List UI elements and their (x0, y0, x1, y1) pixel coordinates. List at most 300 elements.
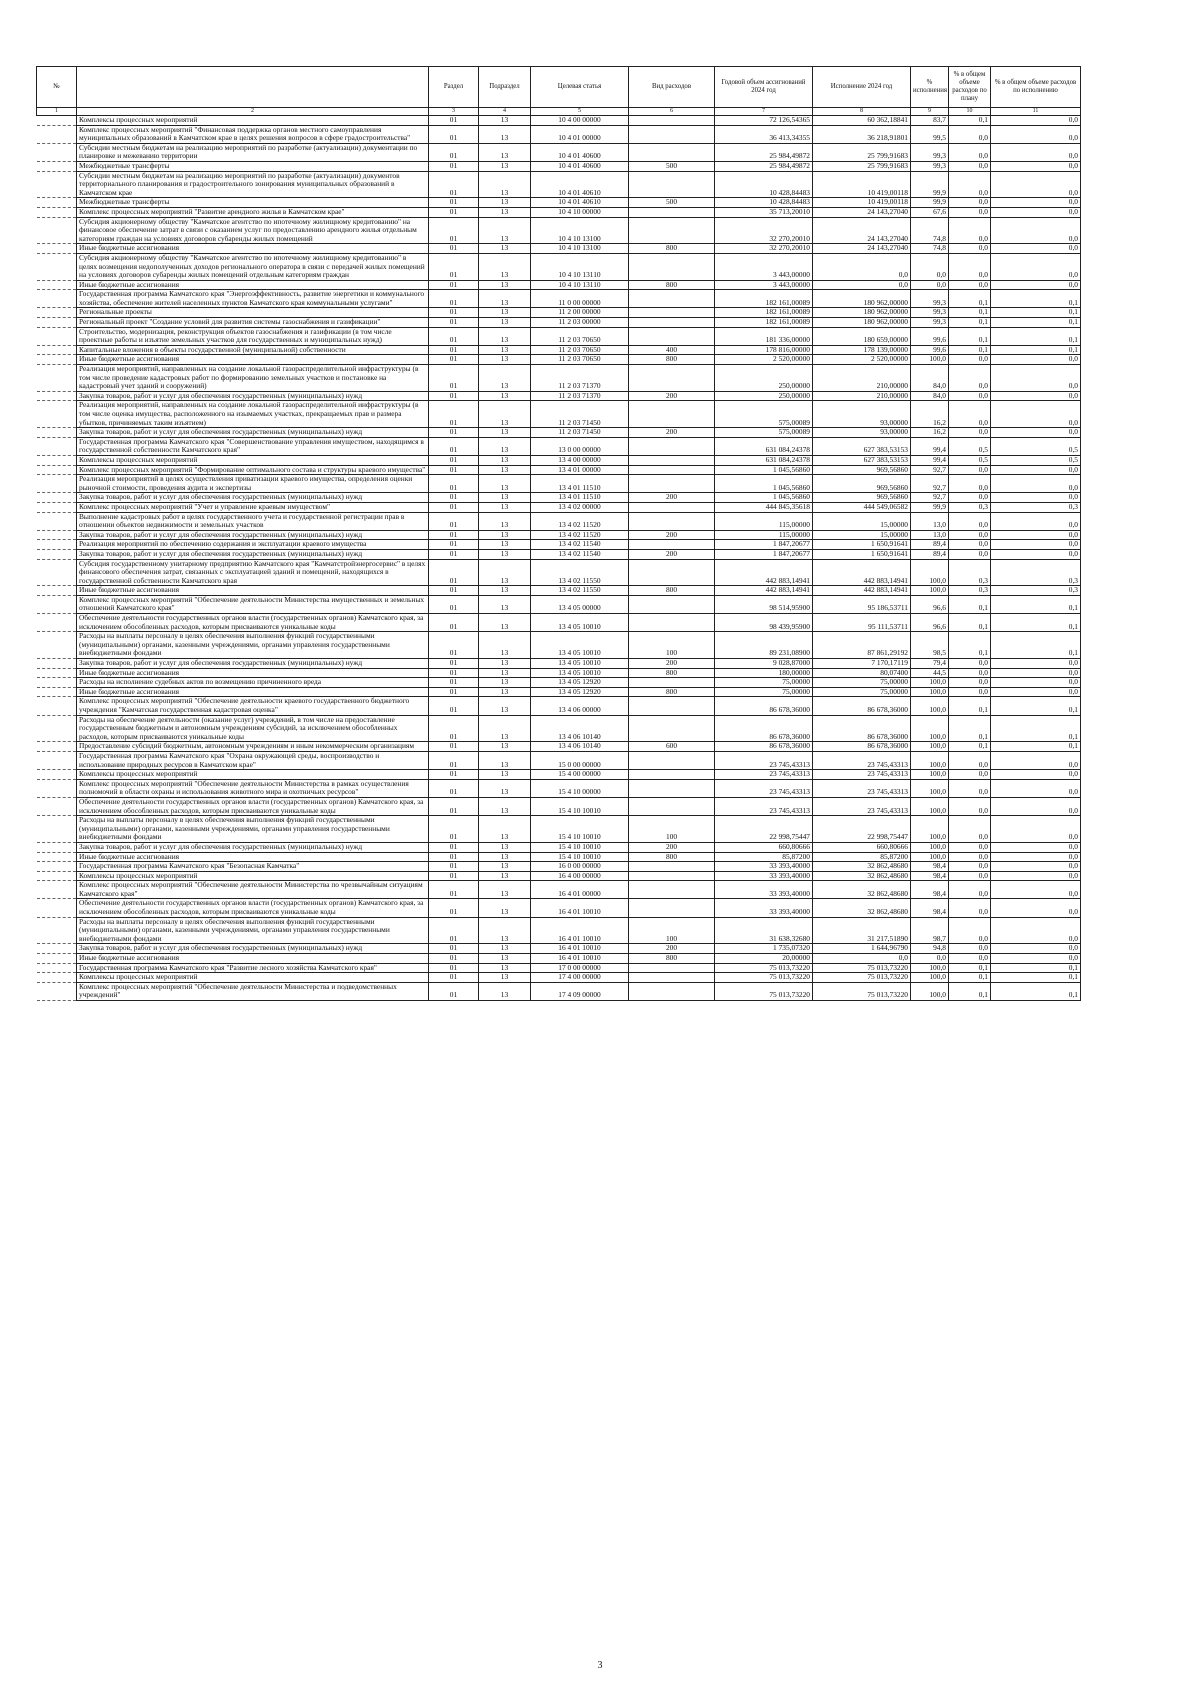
row-expense-type: 200 (629, 549, 715, 559)
row-execution-percent: 100,0 (911, 842, 949, 852)
row-annual-volume: 23 745,43313 (715, 779, 813, 797)
row-share-execution: 0,0 (991, 171, 1081, 198)
row-name: Субсидия акционерному обществу "Камчатское агентство по ипотечному жилищному кредитованию" на финансовое обеспечение затрат в связи с оказанием услуг по предоставлению арендного жилья отдельным категориям граждан на условиях договоров субаренды жилых помещений (77, 217, 429, 244)
row-expense-type (629, 715, 715, 742)
row-target-article: 11 2 03 00000 (531, 318, 629, 328)
row-target-article: 15 4 00 00000 (531, 770, 629, 780)
row-annual-volume: 86 678,36000 (715, 742, 813, 752)
row-index-cell (37, 530, 77, 540)
row-section: 01 (429, 678, 479, 688)
row-share-execution: 0,0 (991, 530, 1081, 540)
row-section: 01 (429, 595, 479, 613)
row-annual-volume: 89 231,08900 (715, 632, 813, 659)
row-target-article: 11 2 03 71370 (531, 391, 629, 401)
row-annual-volume: 180,00000 (715, 668, 813, 678)
row-execution-percent: 0,0 (911, 280, 949, 290)
row-expense-type (629, 797, 715, 815)
table-row (37, 595, 1081, 613)
row-section: 01 (429, 428, 479, 438)
row-subsection: 13 (479, 171, 531, 198)
row-name: Комплексы процессных мероприятий (77, 770, 429, 780)
row-target-article: 13 4 05 12920 (531, 678, 629, 688)
row-section: 01 (429, 779, 479, 797)
row-expense-type (629, 318, 715, 328)
row-section: 01 (429, 455, 479, 465)
column-number: 3 (429, 108, 479, 116)
row-subsection: 13 (479, 345, 531, 355)
row-execution: 10 419,00118 (813, 171, 911, 198)
row-execution: 180 962,00000 (813, 290, 911, 308)
row-index-cell (37, 944, 77, 954)
row-annual-volume: 182 161,00089 (715, 290, 813, 308)
row-execution-percent: 0,0 (911, 954, 949, 964)
row-expense-type (629, 401, 715, 428)
row-target-article: 11 2 03 71370 (531, 365, 629, 392)
row-execution: 25 799,91683 (813, 143, 911, 161)
row-annual-volume: 1 045,56860 (715, 475, 813, 493)
row-execution-percent: 100,0 (911, 816, 949, 843)
row-subsection: 13 (479, 280, 531, 290)
row-share-plan: 0,1 (949, 595, 991, 613)
row-execution: 7 170,17119 (813, 659, 911, 669)
col-name (77, 67, 429, 108)
row-section: 01 (429, 899, 479, 917)
table-row (37, 161, 1081, 171)
row-index-cell (37, 715, 77, 742)
row-execution: 32 862,48680 (813, 899, 911, 917)
row-subsection: 13 (479, 125, 531, 143)
row-share-plan: 0,0 (949, 779, 991, 797)
row-name: Иные бюджетные ассигнования (77, 668, 429, 678)
row-name: Иные бюджетные ассигнования (77, 355, 429, 365)
row-execution-percent: 100,0 (911, 678, 949, 688)
row-subsection: 13 (479, 751, 531, 769)
row-target-article: 16 4 01 10010 (531, 899, 629, 917)
row-share-plan: 0,0 (949, 391, 991, 401)
row-subsection: 13 (479, 614, 531, 632)
row-target-article: 13 4 05 10010 (531, 668, 629, 678)
row-section: 01 (429, 308, 479, 318)
row-expense-type (629, 116, 715, 126)
row-name: Реализация мероприятий в целях осуществления приватизации краевого имущества, определения оценки рыночной стоимости, проведения аудита и экспертизы (77, 475, 429, 493)
row-annual-volume: 3 443,00000 (715, 280, 813, 290)
row-share-execution: 0,0 (991, 678, 1081, 688)
row-annual-volume: 25 984,49872 (715, 143, 813, 161)
row-execution-percent: 100,0 (911, 687, 949, 697)
column-number: 4 (479, 108, 531, 116)
row-name: Обеспечение деятельности государственных органов власти (государственных органов) Камчатского края, за исключением обособленных расходов, которым присваиваются уникальные коды (77, 614, 429, 632)
row-expense-type (629, 751, 715, 769)
table-row (37, 493, 1081, 503)
row-execution: 95 111,53711 (813, 614, 911, 632)
row-index-cell (37, 125, 77, 143)
row-execution: 86 678,36000 (813, 715, 911, 742)
row-name: Расходы на выплаты персоналу в целях обеспечения выполнения функций государственными (муниципальными) органами, казенными учреждениями, органами управления государственными внебюджетными фондами (77, 816, 429, 843)
row-execution-percent: 98,4 (911, 881, 949, 899)
row-expense-type (629, 365, 715, 392)
table-row (37, 437, 1081, 455)
row-annual-volume: 631 084,24378 (715, 437, 813, 455)
row-execution-percent: 100,0 (911, 586, 949, 596)
row-expense-type: 100 (629, 917, 715, 944)
row-execution-percent: 99,6 (911, 327, 949, 345)
row-annual-volume: 2 520,00000 (715, 355, 813, 365)
row-target-article: 16 4 00 00000 (531, 871, 629, 881)
table-row (37, 465, 1081, 475)
row-target-article: 13 4 02 11550 (531, 559, 629, 586)
table-row (37, 954, 1081, 964)
row-index-cell (37, 512, 77, 530)
row-execution-percent: 92,7 (911, 465, 949, 475)
row-index-cell (37, 678, 77, 688)
row-section: 01 (429, 944, 479, 954)
row-execution-percent: 92,7 (911, 493, 949, 503)
row-share-plan: 0,0 (949, 687, 991, 697)
row-section: 01 (429, 632, 479, 659)
row-index-cell (37, 437, 77, 455)
row-target-article: 13 4 02 11520 (531, 530, 629, 540)
row-share-execution: 0,1 (991, 318, 1081, 328)
row-name: Закупка товаров, работ и услуг для обеспечения государственных (муниципальных) нужд (77, 944, 429, 954)
row-share-execution: 0,1 (991, 595, 1081, 613)
row-share-plan: 0,1 (949, 116, 991, 126)
row-subsection: 13 (479, 198, 531, 208)
row-share-execution: 0,0 (991, 816, 1081, 843)
row-execution: 95 186,53711 (813, 595, 911, 613)
row-index-cell (37, 540, 77, 550)
row-execution-percent: 89,4 (911, 549, 949, 559)
row-section: 01 (429, 253, 479, 280)
row-share-execution: 0,0 (991, 493, 1081, 503)
row-annual-volume: 660,80666 (715, 842, 813, 852)
row-expense-type (629, 207, 715, 217)
row-execution-percent: 99,6 (911, 345, 949, 355)
row-share-plan: 0,1 (949, 697, 991, 715)
row-section: 01 (429, 842, 479, 852)
row-share-execution: 0,0 (991, 125, 1081, 143)
row-subsection: 13 (479, 917, 531, 944)
row-expense-type (629, 973, 715, 983)
row-target-article: 11 0 00 00000 (531, 290, 629, 308)
row-expense-type: 200 (629, 391, 715, 401)
row-index-cell (37, 881, 77, 899)
row-target-article: 13 4 06 10140 (531, 742, 629, 752)
row-execution-percent: 99,3 (911, 318, 949, 328)
row-subsection: 13 (479, 465, 531, 475)
row-execution-percent: 99,4 (911, 455, 949, 465)
row-share-execution: 0,0 (991, 198, 1081, 208)
row-share-execution: 0,1 (991, 973, 1081, 983)
row-execution-percent: 13,0 (911, 512, 949, 530)
row-name: Иные бюджетные ассигнования (77, 687, 429, 697)
row-annual-volume: 10 428,84483 (715, 171, 813, 198)
row-name: Государственная программа Камчатского края "Совершенствование управления имуществом, находящимся в государственной собственности Камчатского края" (77, 437, 429, 455)
row-annual-volume: 181 336,00000 (715, 327, 813, 345)
row-target-article: 13 4 05 10010 (531, 614, 629, 632)
column-number: 10 (949, 108, 991, 116)
row-expense-type: 200 (629, 842, 715, 852)
row-name: Комплекс процессных мероприятий "Обеспечение деятельности Министерства по чрезвычайным ситуациям Камчатского края" (77, 881, 429, 899)
row-expense-type (629, 512, 715, 530)
row-execution-percent: 100,0 (911, 742, 949, 752)
row-index-cell (37, 751, 77, 769)
row-expense-type: 800 (629, 687, 715, 697)
row-execution: 22 998,75447 (813, 816, 911, 843)
row-annual-volume: 86 678,36000 (715, 697, 813, 715)
row-share-execution: 0,0 (991, 881, 1081, 899)
row-name: Закупка товаров, работ и услуг для обеспечения государственных (муниципальных) нужд (77, 391, 429, 401)
row-subsection: 13 (479, 852, 531, 862)
row-execution-percent: 99,3 (911, 308, 949, 318)
row-expense-type: 800 (629, 954, 715, 964)
col-execution: Исполнение 2024 год (813, 67, 911, 108)
table-row (37, 290, 1081, 308)
row-subsection: 13 (479, 502, 531, 512)
row-target-article: 10 4 01 40600 (531, 161, 629, 171)
row-share-execution: 0,1 (991, 345, 1081, 355)
row-share-execution: 0,1 (991, 742, 1081, 752)
budget-table-sheet (36, 66, 1080, 1001)
row-expense-type: 100 (629, 632, 715, 659)
row-annual-volume: 3 443,00000 (715, 253, 813, 280)
row-execution: 969,56860 (813, 475, 911, 493)
row-name: Закупка товаров, работ и услуг для обеспечения государственных (муниципальных) нужд (77, 493, 429, 503)
row-subsection: 13 (479, 779, 531, 797)
row-expense-type: 200 (629, 493, 715, 503)
row-share-plan: 0,0 (949, 253, 991, 280)
row-index-cell (37, 742, 77, 752)
row-execution: 210,00000 (813, 391, 911, 401)
row-name: Закупка товаров, работ и услуг для обеспечения государственных (муниципальных) нужд (77, 549, 429, 559)
row-section: 01 (429, 244, 479, 254)
row-section: 01 (429, 161, 479, 171)
row-execution: 627 383,53153 (813, 437, 911, 455)
row-index-cell (37, 455, 77, 465)
row-share-plan: 0,0 (949, 540, 991, 550)
row-execution-percent: 100,0 (911, 982, 949, 1000)
row-expense-type (629, 871, 715, 881)
row-name: Выполнение кадастровых работ в целях государственного учета и государственной регистрации прав в отношении объектов недвижимости и земельных участков (77, 512, 429, 530)
row-target-article: 10 4 10 00000 (531, 207, 629, 217)
row-share-plan: 0,0 (949, 465, 991, 475)
row-share-plan: 0,0 (949, 428, 991, 438)
row-name: Комплексы процессных мероприятий (77, 871, 429, 881)
row-name: Комплекс процессных мероприятий "Обеспечение деятельности Министерства в рамках осуществления полномочий в области охраны и использования животного мира и охотничьих ресурсов" (77, 779, 429, 797)
row-share-plan: 0,0 (949, 944, 991, 954)
row-share-plan: 0,0 (949, 549, 991, 559)
row-expense-type (629, 253, 715, 280)
row-share-plan: 0,0 (949, 862, 991, 872)
row-expense-type (629, 437, 715, 455)
row-execution-percent: 84,0 (911, 365, 949, 392)
row-execution-percent: 98,4 (911, 899, 949, 917)
row-share-plan: 0,0 (949, 207, 991, 217)
row-execution: 969,56860 (813, 465, 911, 475)
row-index-cell (37, 973, 77, 983)
row-execution: 444 549,06582 (813, 502, 911, 512)
row-section: 01 (429, 751, 479, 769)
row-share-plan: 0,1 (949, 308, 991, 318)
row-subsection: 13 (479, 207, 531, 217)
row-index-cell (37, 770, 77, 780)
row-annual-volume: 631 084,24378 (715, 455, 813, 465)
row-annual-volume: 33 393,40000 (715, 899, 813, 917)
table-row (37, 559, 1081, 586)
row-name: Комплекс процессных мероприятий "Развитие арендного жилья в Камчатском крае" (77, 207, 429, 217)
column-number: 6 (629, 108, 715, 116)
row-section: 01 (429, 973, 479, 983)
table-row (37, 198, 1081, 208)
row-section: 01 (429, 437, 479, 455)
row-index-cell (37, 871, 77, 881)
row-expense-type (629, 982, 715, 1000)
table-row (37, 253, 1081, 280)
row-execution-percent: 44,5 (911, 668, 949, 678)
row-execution: 32 862,48680 (813, 881, 911, 899)
row-expense-type (629, 595, 715, 613)
row-subsection: 13 (479, 659, 531, 669)
row-share-plan: 0,0 (949, 881, 991, 899)
row-index-cell (37, 982, 77, 1000)
row-subsection: 13 (479, 715, 531, 742)
row-index-cell (37, 290, 77, 308)
row-target-article: 13 4 02 11520 (531, 512, 629, 530)
row-annual-volume: 75 013,73220 (715, 963, 813, 973)
row-annual-volume: 115,00000 (715, 530, 813, 540)
row-index-cell (37, 318, 77, 328)
row-subsection: 13 (479, 253, 531, 280)
row-section: 01 (429, 475, 479, 493)
row-subsection: 13 (479, 244, 531, 254)
table-row (37, 973, 1081, 983)
row-subsection: 13 (479, 899, 531, 917)
row-annual-volume: 20,00000 (715, 954, 813, 964)
table-row (37, 116, 1081, 126)
row-index-cell (37, 862, 77, 872)
row-name: Комплексы процессных мероприятий (77, 116, 429, 126)
row-subsection: 13 (479, 540, 531, 550)
row-expense-type (629, 559, 715, 586)
row-share-execution: 0,0 (991, 842, 1081, 852)
row-name: Комплекс процессных мероприятий "Учет и управление краевым имуществом" (77, 502, 429, 512)
row-index-cell (37, 549, 77, 559)
row-name: Строительство, модернизация, реконструкция объектов газоснабжения и газификации (в том числе проектные работы и изъятие земельных участков для государственных и муниципальных нужд) (77, 327, 429, 345)
row-share-execution: 0,0 (991, 917, 1081, 944)
row-subsection: 13 (479, 881, 531, 899)
row-annual-volume: 75 013,73220 (715, 973, 813, 983)
row-index-cell (37, 355, 77, 365)
col-execution-percent: % исполнения (911, 67, 949, 108)
row-name: Закупка товаров, работ и услуг для обеспечения государственных (муниципальных) нужд (77, 659, 429, 669)
row-subsection: 13 (479, 530, 531, 540)
row-index-cell (37, 954, 77, 964)
row-section: 01 (429, 797, 479, 815)
row-execution-percent: 99,9 (911, 198, 949, 208)
row-execution: 32 862,48680 (813, 871, 911, 881)
row-target-article: 13 4 02 11540 (531, 540, 629, 550)
row-execution: 36 218,91801 (813, 125, 911, 143)
row-index-cell (37, 917, 77, 944)
row-share-execution: 0,1 (991, 614, 1081, 632)
row-execution-percent: 89,4 (911, 540, 949, 550)
row-share-execution: 0,0 (991, 355, 1081, 365)
table-row (37, 586, 1081, 596)
row-share-execution: 0,0 (991, 512, 1081, 530)
row-expense-type: 800 (629, 852, 715, 862)
row-target-article: 10 4 01 00000 (531, 125, 629, 143)
row-target-article: 13 4 05 00000 (531, 595, 629, 613)
row-share-plan: 0,5 (949, 455, 991, 465)
row-index-cell (37, 659, 77, 669)
row-subsection: 13 (479, 455, 531, 465)
row-expense-type (629, 899, 715, 917)
row-annual-volume: 442 883,14941 (715, 559, 813, 586)
row-name: Капитальные вложения в объекты государственной (муниципальной) собственности (77, 345, 429, 355)
table-row (37, 280, 1081, 290)
row-share-execution: 0,5 (991, 437, 1081, 455)
row-section: 01 (429, 881, 479, 899)
row-section: 01 (429, 345, 479, 355)
row-target-article: 10 4 01 40600 (531, 143, 629, 161)
row-share-plan: 0,1 (949, 973, 991, 983)
row-annual-volume: 1 045,56860 (715, 465, 813, 475)
col-annual-volume: Годовой объем ассигнований 2024 год (715, 67, 813, 108)
row-execution: 15,00000 (813, 530, 911, 540)
row-share-execution: 0,0 (991, 116, 1081, 126)
row-execution-percent: 83,7 (911, 116, 949, 126)
row-share-execution: 0,0 (991, 659, 1081, 669)
row-name: Расходы на выплаты персоналу в целях обеспечения выполнения функций государственными (муниципальными) органами, казенными учреждениями, органами управления государственными внебюджетными фондами (77, 632, 429, 659)
row-subsection: 13 (479, 797, 531, 815)
row-section: 01 (429, 770, 479, 780)
row-execution-percent: 100,0 (911, 770, 949, 780)
row-execution-percent: 100,0 (911, 973, 949, 983)
table-row (37, 502, 1081, 512)
table-row (37, 512, 1081, 530)
row-subsection: 13 (479, 742, 531, 752)
row-share-plan: 0,0 (949, 678, 991, 688)
row-share-plan: 0,1 (949, 632, 991, 659)
row-name: Реализация мероприятий по обеспечению содержания и эксплуатации краевого имущества (77, 540, 429, 550)
col-number: № (37, 67, 77, 108)
row-annual-volume: 444 845,35618 (715, 502, 813, 512)
page-number: 3 (597, 1660, 603, 1671)
row-execution: 75 013,73220 (813, 982, 911, 1000)
row-name: Региональный проект "Создание условий для развития системы газоснабжения и газификации" (77, 318, 429, 328)
table-row (37, 530, 1081, 540)
row-expense-type (629, 308, 715, 318)
row-execution-percent: 67,6 (911, 207, 949, 217)
table-row (37, 715, 1081, 742)
row-target-article: 11 2 03 70650 (531, 327, 629, 345)
row-execution: 23 745,43313 (813, 770, 911, 780)
col-target-article: Целевая статья (531, 67, 629, 108)
row-expense-type: 500 (629, 198, 715, 208)
row-execution-percent: 74,8 (911, 217, 949, 244)
row-expense-type (629, 290, 715, 308)
row-expense-type (629, 963, 715, 973)
row-expense-type (629, 502, 715, 512)
row-share-plan: 0,0 (949, 668, 991, 678)
row-index-cell (37, 308, 77, 318)
table-row (37, 207, 1081, 217)
row-share-plan: 0,0 (949, 280, 991, 290)
row-subsection: 13 (479, 401, 531, 428)
row-execution-percent: 0,0 (911, 253, 949, 280)
row-share-plan: 0,0 (949, 475, 991, 493)
row-share-execution: 0,0 (991, 770, 1081, 780)
row-share-plan: 0,1 (949, 327, 991, 345)
